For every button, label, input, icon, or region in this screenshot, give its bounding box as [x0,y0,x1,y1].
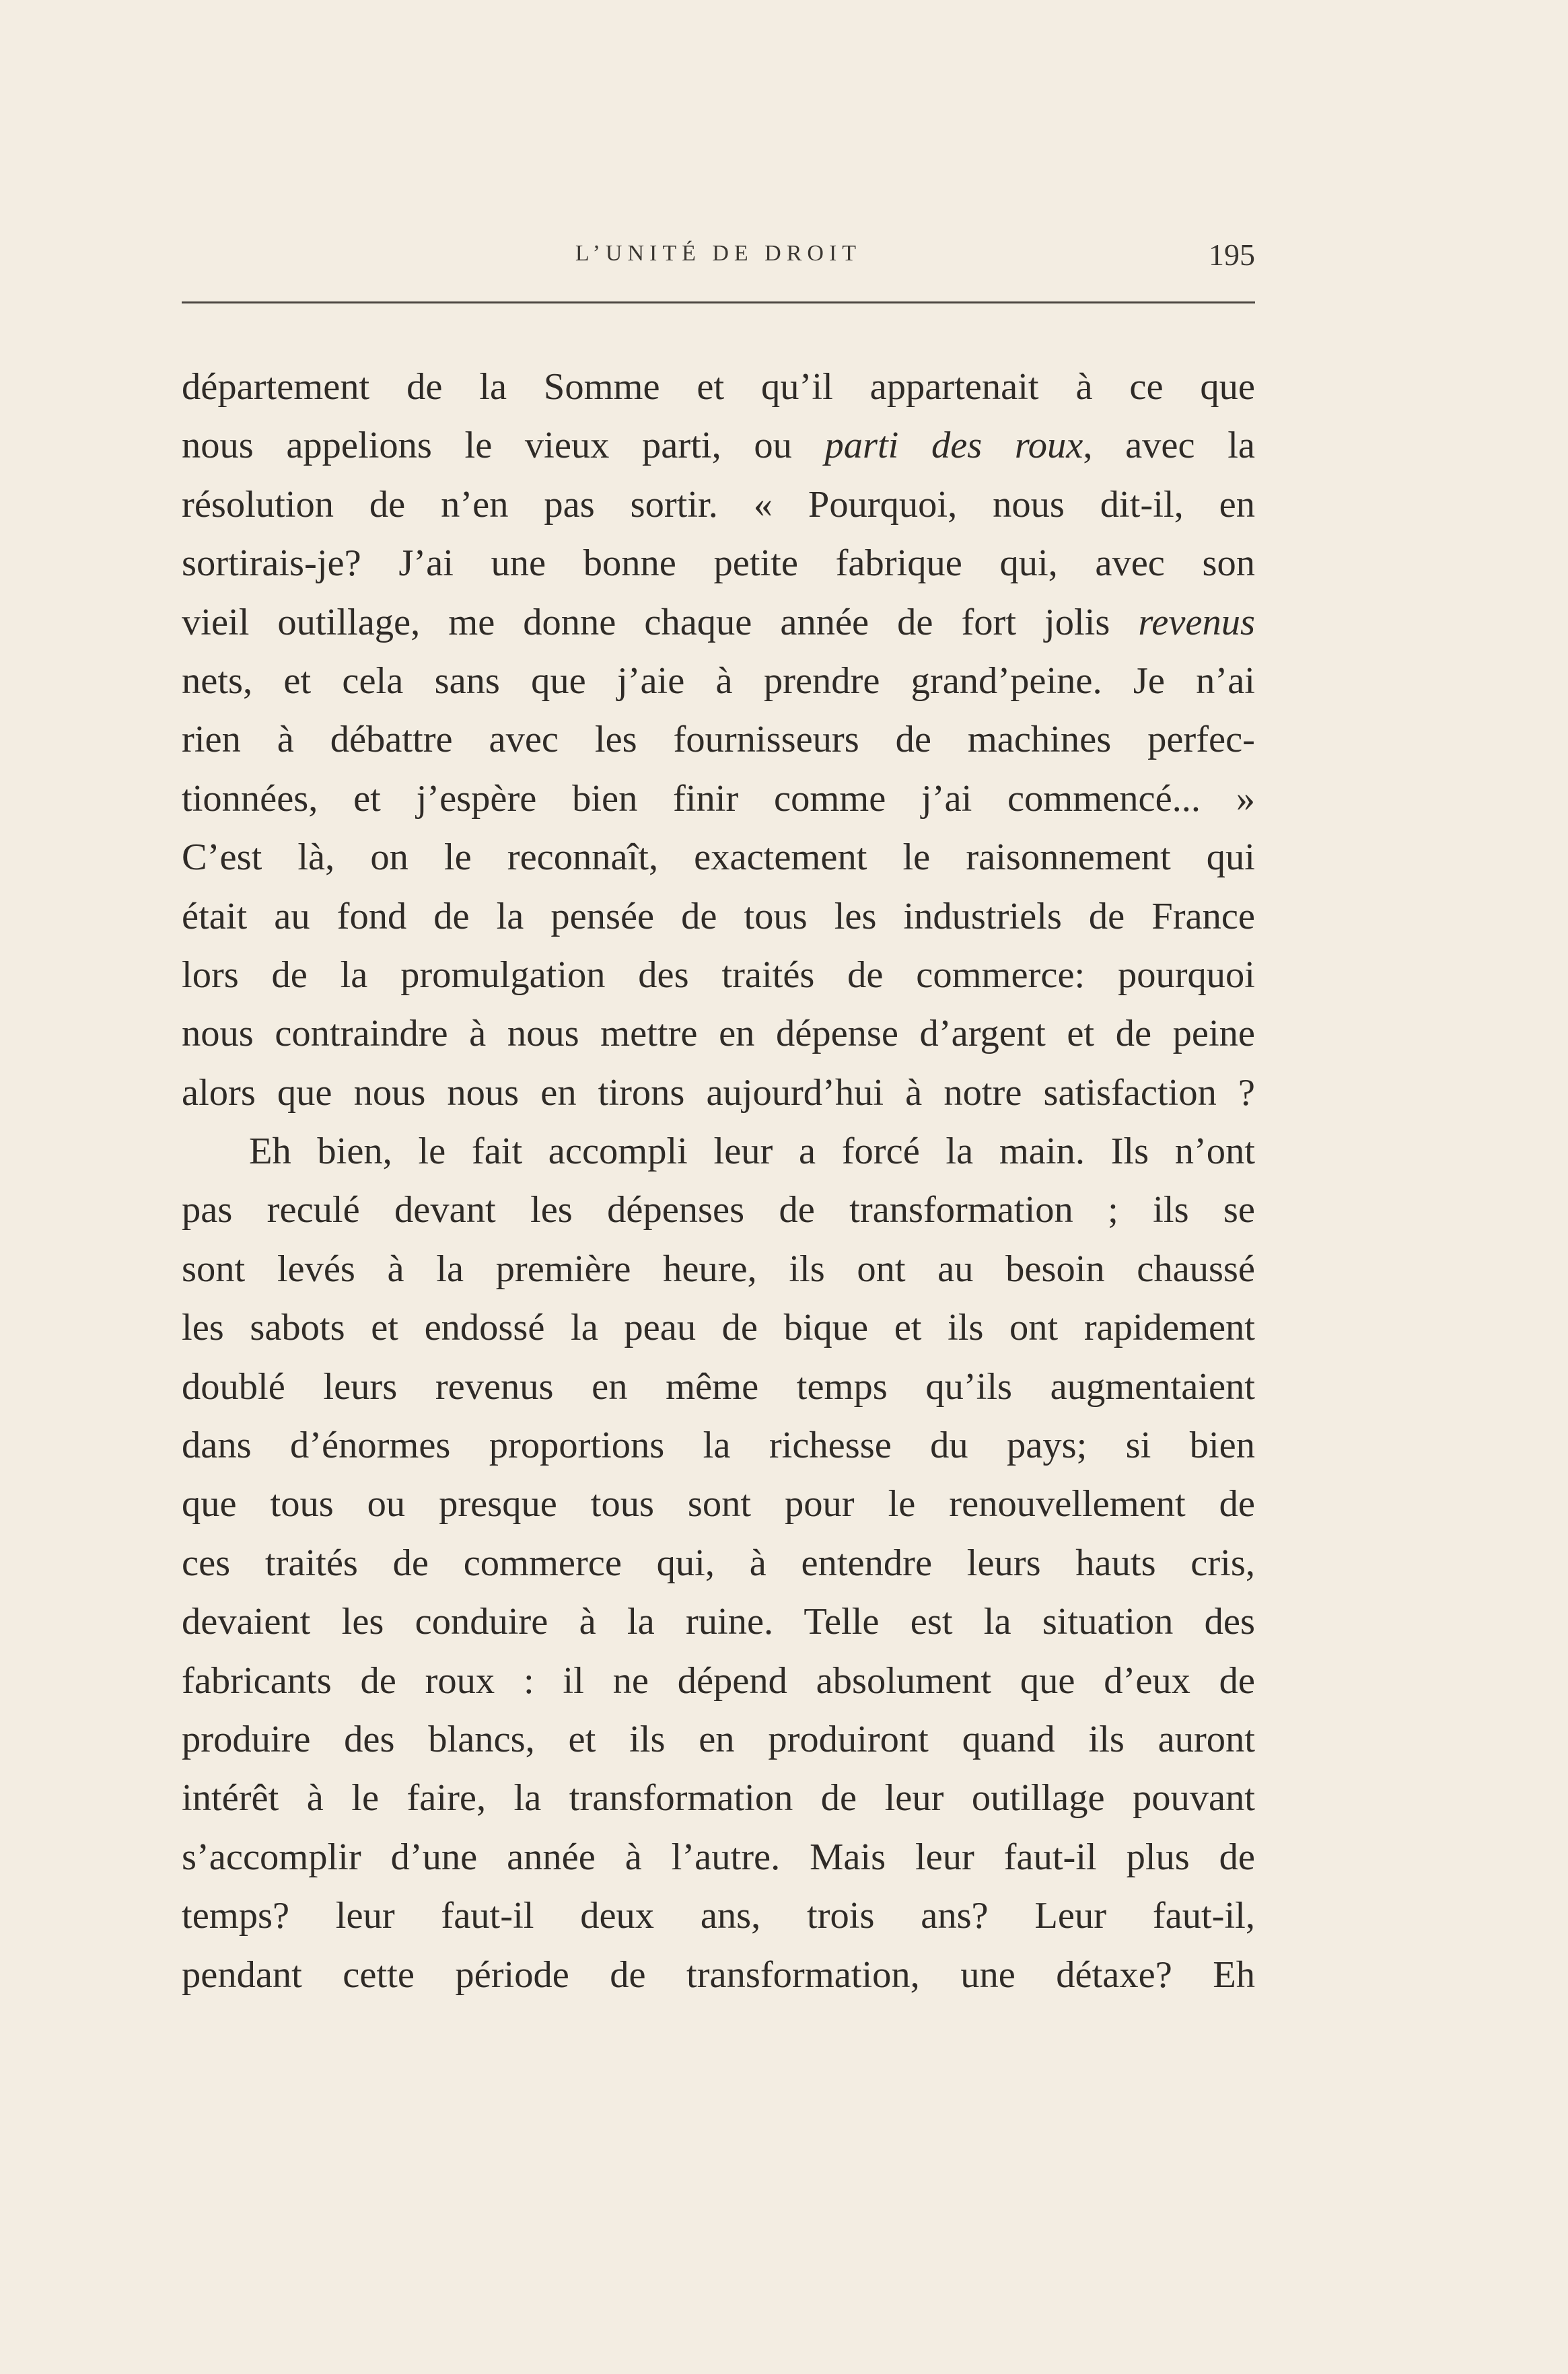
text-segment: département de la Somme et qu’il appartenait à ce que [182,366,1255,408]
text-line [182,1064,1255,1122]
text-segment: nous contraindre à nous mettre en dépense d’argent et de peine [182,1013,1255,1055]
text-line [182,1828,1255,1887]
text-line [182,1299,1255,1357]
text-line [182,476,1255,534]
text-line [182,1416,1255,1475]
text-segment: temps? leur faut-il deux ans, trois ans? Leur faut-il, [182,1895,1255,1937]
text-line [182,1240,1255,1299]
text-segment: était au fond de la pensée de tous les industriels de France [182,895,1255,937]
text-segment: doublé leurs revenus en même temps qu’ils augmentaient [182,1365,1255,1408]
text-line [182,1005,1255,1063]
text-line [182,1769,1255,1828]
text-segment: dans d’énormes proportions la richesse du pays; si bien [182,1425,1255,1467]
text-segment: nets, et cela sans que j’aie à prendre grand’peine. Je n’ai [182,659,1255,702]
text-line [182,1358,1255,1416]
text-segment: vieil outillage, me donne chaque année de fort jolis [182,601,1139,643]
text-line [182,534,1255,593]
text-line [182,711,1255,769]
text-segment: pendant cette période de transformation, une détaxe? Eh [182,1953,1255,1996]
text-segment: que tous ou presque tous sont pour le renouvellement de [182,1483,1255,1525]
text-segment: devaient les conduire à la ruine. Telle est la situation des [182,1601,1255,1643]
italic-text: parti des roux [824,425,1083,467]
page-number: 195 [1209,238,1255,272]
text-line [182,1946,1255,2005]
text-line [182,652,1255,711]
text-line [182,1475,1255,1534]
page-header [182,237,1255,277]
body-text [182,358,1255,2005]
text-segment: intérêt à le faire, la transformation de leur outillage pouvant [182,1777,1255,1820]
text-segment: C’est là, on le reconnaît, exactement le raisonnement qui [182,836,1255,879]
text-segment: pas reculé devant les dépenses de transformation ; ils se [182,1189,1255,1231]
text-segment: les sabots et endossé la peau de bique et ils ont rapidement [182,1307,1255,1349]
header-rule [182,301,1255,303]
text-line [182,1887,1255,1945]
text-segment: sont levés à la première heure, ils ont au besoin chaussé [182,1248,1255,1290]
text-segment: , avec la [1083,425,1255,467]
text-line [182,828,1255,887]
text-line [182,770,1255,828]
text-segment: nous appelions le vieux parti, ou [182,425,825,467]
italic-text: revenus [1138,601,1255,643]
text-segment: s’accomplir d’une année à l’autre. Mais leur faut-il plus de [182,1836,1255,1878]
text-segment: ces traités de commerce qui, à entendre leurs hauts cris, [182,1542,1255,1584]
text-line [182,946,1255,1005]
text-line [182,1593,1255,1651]
text-line [182,1652,1255,1711]
text-line [182,1711,1255,1769]
text-segment: tionnées, et j’espère bien finir comme j’ai commencé... » [182,777,1255,820]
text-line [182,1181,1255,1239]
text-segment: rien à débattre avec les fournisseurs de machines perfec- [182,719,1255,761]
text-line [182,358,1255,417]
text-segment: Eh bien, le fait accompli leur a forcé la main. Ils n’ont [249,1130,1255,1173]
text-line [182,594,1255,652]
text-segment: alors que nous nous en tirons aujourd’hui à notre satisfaction ? [182,1071,1255,1114]
text-line [182,1534,1255,1593]
text-segment: produire des blancs, et ils en produiront quand ils auront [182,1718,1255,1760]
running-title: L’UNITÉ DE DROIT [575,241,862,266]
text-segment: lors de la promulgation des traités de commerce: pourquoi [182,954,1255,996]
text-segment: résolution de n’en pas sortir. « Pourquoi, nous dit-il, en [182,483,1255,526]
text-segment: fabricants de roux : il ne dépend absolument que d’eux de [182,1659,1255,1702]
text-line [182,1122,1255,1181]
text-line [182,888,1255,946]
text-line [182,417,1255,475]
text-segment: sortirais-je? J’ai une bonne petite fabrique qui, avec son [182,542,1255,585]
